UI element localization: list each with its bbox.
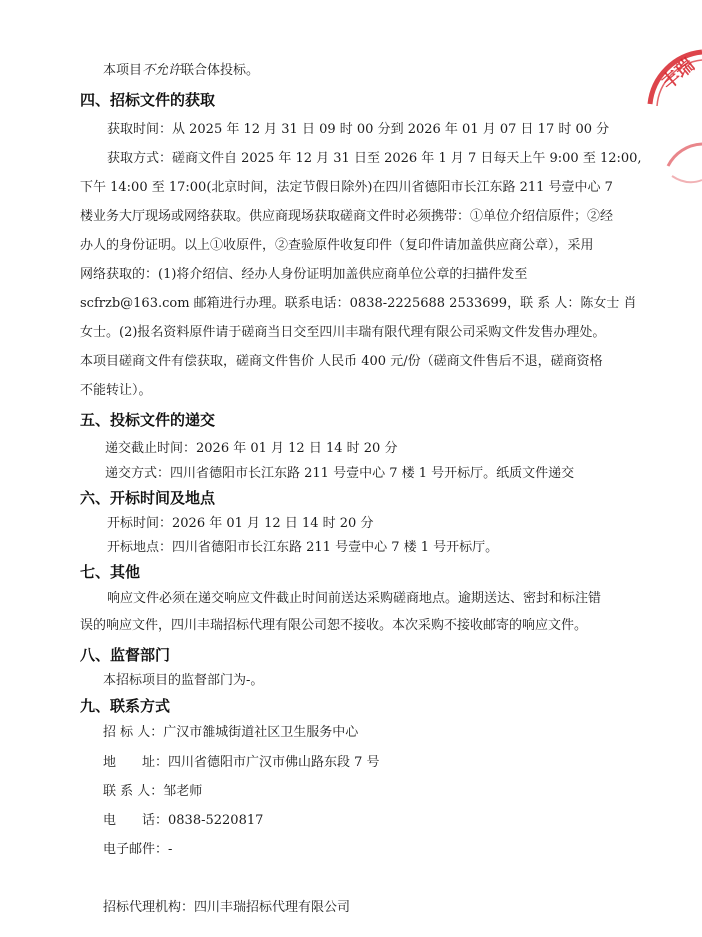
s4-line-6: 女士。(2)报名资料原件请于磋商当日交至四川丰瑞有限代理有限公司采购文件发售办理处。	[80, 325, 606, 340]
section-7-heading: 七、其他	[80, 563, 141, 581]
contact-value: 四川省德阳市广汉市佛山路东段 7 号	[168, 755, 380, 770]
contact-value: -	[168, 842, 173, 857]
section-4-heading: 四、招标文件的获取	[80, 91, 216, 109]
section-6-heading: 六、开标时间及地点	[80, 489, 216, 507]
contact-label: 地 址：	[103, 755, 169, 770]
s4-line-5: scfrzb@163.com 邮箱进行办理。联系电话：0838-2225688 2533699，联 系 人：陈女士 肖	[80, 296, 637, 311]
s5-deadline: 递交截止时间：2026 年 01 月 12 日 14 时 20 分	[105, 441, 398, 456]
intro-prefix: 本项目	[103, 63, 143, 78]
s4-line-8: 不能转让）。	[80, 383, 152, 398]
contact-row	[103, 755, 380, 771]
section-5-heading: 五、投标文件的递交	[80, 411, 216, 429]
company-seal-stamp	[642, 40, 702, 190]
intro-emphasis: 不允许	[142, 63, 182, 78]
s4-line-3: 办人的身份证明。以上①收原件，②查验原件收复印件（复印件请加盖供应商公章），采用	[80, 238, 594, 253]
s8-text: 本招标项目的监督部门为-。	[103, 673, 264, 688]
contact-value: 广汉市雒城街道社区卫生服务中心	[163, 725, 359, 740]
contact-value: 0838-5220817	[168, 813, 264, 828]
section-8-heading: 八、监督部门	[80, 646, 171, 664]
seal-text: 丰瑞	[657, 54, 699, 94]
contact-label: 招 标 人：	[103, 725, 164, 740]
contact-row	[103, 784, 202, 800]
agency-row	[103, 900, 350, 916]
s4-line-4: 网络获取的：(1)将介绍信、经办人身份证明加盖供应商单位公章的扫描件发至	[80, 267, 528, 282]
intro-line	[103, 63, 259, 79]
s4-acquire-time: 获取时间：从 2025 年 12 月 31 日 09 时 00 分到 2026 年 01 月 07 日 17 时 00 分	[107, 122, 610, 137]
agency-value: 四川丰瑞招标代理有限公司	[194, 900, 351, 915]
contact-label: 联 系 人：	[103, 784, 164, 799]
s6-place: 开标地点：四川省德阳市长江东路 211 号壹中心 7 楼 1 号开标厅。	[107, 540, 499, 555]
intro-suffix: 联合体投标。	[181, 63, 260, 78]
s4-line-7: 本项目磋商文件有偿获取，磋商文件售价 人民币 400 元/份（磋商文件售后不退，磋商资格	[80, 354, 603, 369]
s5-method: 递交方式：四川省德阳市长江东路 211 号壹中心 7 楼 1 号开标厅。纸质文件递交	[105, 466, 575, 481]
s6-time: 开标时间：2026 年 01 月 12 日 14 时 20 分	[107, 516, 374, 531]
contact-label: 电 话：	[103, 813, 169, 828]
s4-line-1: 下午 14:00 至 17:00(北京时间，法定节假日除外)在四川省德阳市长江东路 211 号壹中心 7	[80, 180, 613, 195]
s7-line-1: 误的响应文件，四川丰瑞招标代理有限公司恕不接收。本次采购不接收邮寄的响应文件。	[80, 618, 588, 633]
contact-value: 邹老师	[163, 784, 203, 799]
section-9-heading: 九、联系方式	[80, 697, 171, 715]
agency-label: 招标代理机构：	[103, 900, 195, 915]
contact-row	[103, 725, 358, 741]
s4-line-0: 获取方式：磋商文件自 2025 年 12 月 31 日至 2026 年 1 月 7 日每天上午 9:00 至 12:00,	[107, 151, 642, 166]
contact-label: 电子邮件：	[103, 842, 169, 857]
contact-row	[103, 842, 172, 858]
contact-row	[103, 813, 263, 829]
s4-line-2: 楼业务大厅现场或网络获取。供应商现场获取磋商文件时必须携带：①单位介绍信原件；②经	[80, 209, 614, 224]
s7-line-0: 响应文件必须在递交响应文件截止时间前送达采购磋商地点。逾期送达、密封和标注错	[107, 591, 602, 606]
